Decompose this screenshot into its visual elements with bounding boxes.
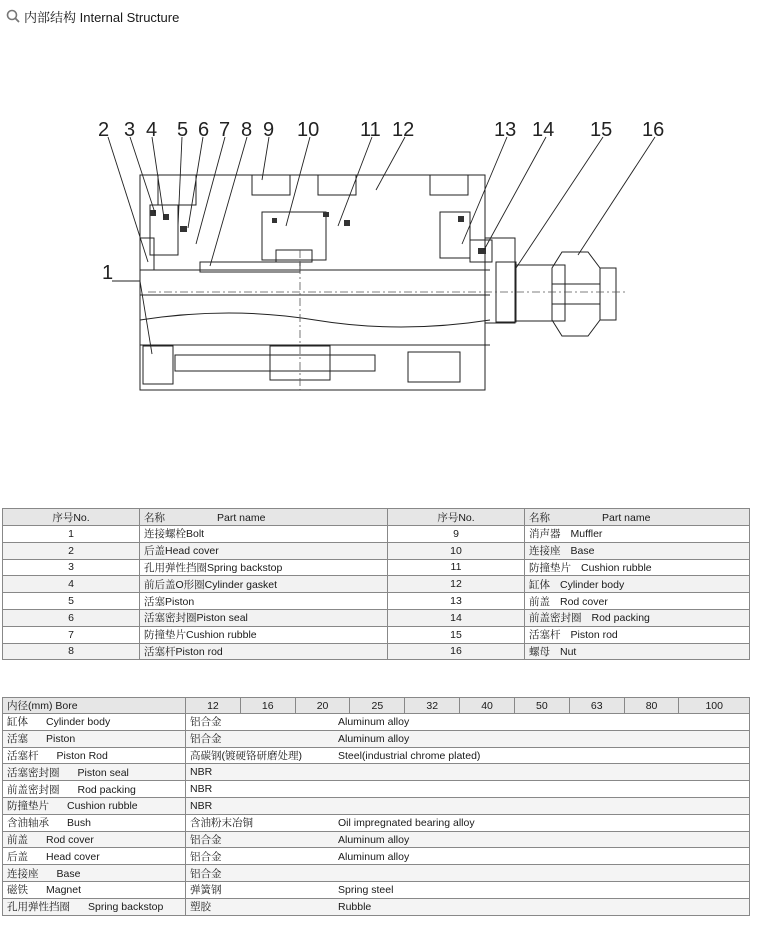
part-name: 孔用弹性挡圈Spring backstop — [140, 559, 388, 576]
material: 铝合金 Aluminum alloy — [186, 848, 750, 865]
part-name: 活塞杆 Piston rod — [525, 626, 750, 643]
component-name: 孔用弹性挡圈 Spring backstop — [3, 898, 186, 915]
callout-16: 16 — [642, 119, 665, 141]
callout-12: 12 — [392, 119, 415, 141]
part-name: 螺母 Nut — [525, 643, 750, 660]
component-name: 前盖 Rod cover — [3, 831, 186, 848]
bore-header-row — [3, 698, 750, 714]
callout-5: 5 — [177, 119, 189, 141]
parts-table — [2, 508, 750, 660]
part-no: 16 — [388, 643, 525, 660]
col-part-name-2: 名称 Part name — [525, 509, 750, 526]
table-row — [3, 865, 750, 882]
component-name: 防撞垫片 Cushion rubble — [3, 797, 186, 814]
callout-14: 14 — [532, 119, 555, 141]
material: 铝合金 Aluminum alloy — [186, 831, 750, 848]
table-row — [3, 764, 750, 781]
table-row — [3, 643, 750, 660]
internal-structure-drawing — [0, 110, 765, 410]
callout-9: 9 — [263, 119, 275, 141]
part-name: 活塞Piston — [140, 593, 388, 610]
table-row — [3, 576, 750, 593]
part-name: 活塞密封圈Piston seal — [140, 609, 388, 626]
part-name: 前盖 Rod cover — [525, 593, 750, 610]
part-no: 5 — [3, 593, 140, 610]
table-row — [3, 559, 750, 576]
table-row — [3, 542, 750, 559]
part-no: 14 — [388, 609, 525, 626]
material: NBR — [186, 797, 750, 814]
table-row — [3, 831, 750, 848]
part-no: 4 — [3, 576, 140, 593]
table-row — [3, 593, 750, 610]
part-name: 后盖Head cover — [140, 542, 388, 559]
callout-6: 6 — [198, 119, 210, 141]
col-part-name: 名称 Part name — [140, 509, 388, 526]
callout-13: 13 — [494, 119, 517, 141]
part-no: 6 — [3, 609, 140, 626]
bore-size: 100 — [679, 698, 750, 714]
table-row — [3, 781, 750, 798]
table-row — [3, 814, 750, 831]
component-name: 磁铁 Magnet — [3, 881, 186, 898]
part-name: 连接螺栓Bolt — [140, 526, 388, 543]
callout-2: 2 — [98, 119, 110, 141]
material: 塑胶 Rubble — [186, 898, 750, 915]
bore-size: 63 — [569, 698, 624, 714]
table-row — [3, 526, 750, 543]
table-row — [3, 898, 750, 915]
material: 铝合金 Aluminum alloy — [186, 714, 750, 731]
callout-11: 11 — [360, 119, 381, 141]
material: NBR — [186, 781, 750, 798]
bore-size: 80 — [624, 698, 679, 714]
component-name: 含油轴承 Bush — [3, 814, 186, 831]
callout-10: 10 — [297, 119, 320, 141]
component-name: 连接座 Base — [3, 865, 186, 882]
col-no-2: 序号No. — [388, 509, 525, 526]
callout-8: 8 — [241, 119, 253, 141]
parts-table-header — [3, 509, 750, 526]
table-row — [3, 797, 750, 814]
bore-size: 32 — [405, 698, 460, 714]
part-name: 活塞杆Piston rod — [140, 643, 388, 660]
section-title: 内部结构 Internal Structure — [24, 9, 180, 25]
table-row — [3, 848, 750, 865]
part-no: 8 — [3, 643, 140, 660]
table-row — [3, 714, 750, 731]
bore-size: 50 — [514, 698, 569, 714]
part-name: 前盖密封圈 Rod packing — [525, 609, 750, 626]
component-name: 后盖 Head cover — [3, 848, 186, 865]
component-name: 前盖密封圈 Rod packing — [3, 781, 186, 798]
part-no: 10 — [388, 542, 525, 559]
callout-4: 4 — [146, 119, 158, 141]
bore-size: 16 — [240, 698, 295, 714]
material: 弹簧钢 Spring steel — [186, 881, 750, 898]
table-row — [3, 730, 750, 747]
part-name: 防撞垫片 Cushion rubble — [525, 559, 750, 576]
part-no: 9 — [388, 526, 525, 543]
bore-size: 40 — [460, 698, 515, 714]
table-row — [3, 747, 750, 764]
part-name: 缸体 Cylinder body — [525, 576, 750, 593]
material: NBR — [186, 764, 750, 781]
bore-size: 12 — [186, 698, 241, 714]
part-name: 前后盖O形圈Cylinder gasket — [140, 576, 388, 593]
part-no: 11 — [388, 559, 525, 576]
part-no: 13 — [388, 593, 525, 610]
magnifier-icon — [6, 9, 20, 23]
table-row — [3, 609, 750, 626]
material: 含油粉末冶铜 Oil impregnated bearing alloy — [186, 814, 750, 831]
callout-15: 15 — [590, 119, 613, 141]
part-name: 连接座 Base — [525, 542, 750, 559]
part-no: 2 — [3, 542, 140, 559]
part-no: 3 — [3, 559, 140, 576]
part-name: 防撞垫片Cushion rubble — [140, 626, 388, 643]
part-no: 12 — [388, 576, 525, 593]
callout-1: 1 — [102, 262, 114, 284]
part-no: 1 — [3, 526, 140, 543]
bore-size: 20 — [295, 698, 350, 714]
materials-table — [2, 697, 750, 916]
bore-size: 25 — [350, 698, 405, 714]
material: 铝合金 — [186, 865, 750, 882]
component-name: 缸体 Cylinder body — [3, 714, 186, 731]
section-header — [6, 6, 179, 26]
bore-label: 内径(mm) Bore — [3, 698, 186, 714]
component-name: 活塞密封圈 Piston seal — [3, 764, 186, 781]
component-name: 活塞杆 Piston Rod — [3, 747, 186, 764]
part-name: 消声器 Muffler — [525, 526, 750, 543]
part-no: 15 — [388, 626, 525, 643]
part-no: 7 — [3, 626, 140, 643]
material: 铝合金 Aluminum alloy — [186, 730, 750, 747]
table-row — [3, 626, 750, 643]
table-row — [3, 881, 750, 898]
col-no: 序号No. — [3, 509, 140, 526]
component-name: 活塞 Piston — [3, 730, 186, 747]
material: 高碳钢(镀硬铬研磨处理) Steel(industrial chrome plated) — [186, 747, 750, 764]
callout-7: 7 — [219, 119, 231, 141]
callout-3: 3 — [124, 119, 136, 141]
